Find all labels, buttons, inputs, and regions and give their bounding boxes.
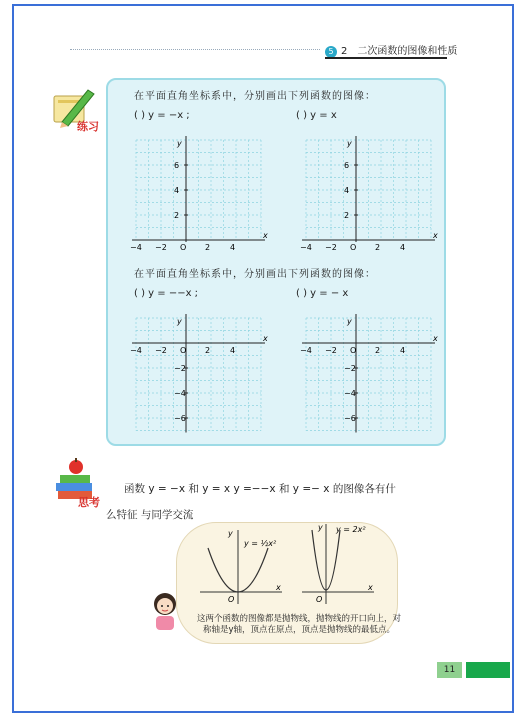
y-tick-label: 6 — [344, 161, 350, 170]
y-tick-label: −6 — [174, 414, 186, 423]
coordinate-grid — [300, 134, 438, 252]
x-tick-label: −4 — [300, 346, 312, 355]
y-axis-label: y — [177, 317, 182, 326]
axis-y-label: y — [228, 529, 233, 538]
x-tick-label: O — [180, 243, 187, 252]
x-tick-label: 4 — [400, 346, 406, 355]
x-tick-label: 2 — [375, 243, 381, 252]
graph2-label: y = 2x² — [336, 525, 366, 534]
x-tick-label: −4 — [300, 243, 312, 252]
x-tick-label: O — [350, 243, 357, 252]
exercise-instruction-1: 在平面直角坐标系中，分别画出下列函数的图像： — [134, 91, 376, 102]
coordinate-grid — [300, 312, 438, 438]
bubble-conclusion-text: 这两个函数的图像都是抛物线，抛物线的开口向上，对称轴是y轴，顶点在原点，顶点是抛物线的最低点。 — [196, 614, 401, 635]
section-number-badge: 5 — [325, 46, 337, 58]
girl-avatar-icon — [147, 588, 183, 632]
y-axis-label: y — [347, 139, 352, 148]
think-label: 思考 — [78, 496, 100, 509]
footer-bar — [466, 662, 510, 678]
y-tick-label: 2 — [344, 211, 350, 220]
y-tick-label: 2 — [174, 211, 180, 220]
think-question — [106, 476, 451, 528]
y-tick-label: −6 — [344, 414, 356, 423]
exercise-item-1a: ( ) y = −x ; — [134, 110, 190, 121]
think-line-1: 函数 y = −x 和 y = x y =−−x 和 y =− x 的图像各有什 — [124, 483, 396, 495]
header-divider — [70, 49, 320, 50]
x-tick-label: 2 — [205, 243, 211, 252]
x-tick-label: 4 — [230, 346, 236, 355]
y-axis-label: y — [177, 139, 182, 148]
y-tick-label: −4 — [174, 389, 186, 398]
origin-label: O — [228, 595, 235, 604]
y-tick-label: 4 — [174, 186, 180, 195]
exercise-item-2a: ( ) y = −−x ; — [134, 288, 199, 299]
x-tick-label: −2 — [155, 243, 167, 252]
parabola-graph-1 — [196, 526, 286, 608]
x-axis-label: x — [263, 334, 268, 343]
exercise-item-1b: ( ) y = x — [296, 110, 337, 121]
x-axis-label: x — [263, 231, 268, 240]
exercise-item-2b: ( ) y = − x — [296, 288, 349, 299]
x-tick-label: 2 — [375, 346, 381, 355]
x-tick-label: O — [350, 346, 357, 355]
x-tick-label: −2 — [325, 346, 337, 355]
x-tick-label: −2 — [155, 346, 167, 355]
x-tick-label: 4 — [400, 243, 406, 252]
x-tick-label: 2 — [205, 346, 211, 355]
section-header — [325, 42, 457, 58]
x-axis-label: x — [433, 334, 438, 343]
y-axis-label: y — [347, 317, 352, 326]
x-tick-label: −4 — [130, 243, 142, 252]
x-tick-label: −2 — [325, 243, 337, 252]
header-underline — [325, 57, 447, 59]
y-tick-label: 4 — [344, 186, 350, 195]
x-tick-label: −4 — [130, 346, 142, 355]
exercise-label: 练习 — [77, 120, 99, 133]
x-axis-label: x — [433, 231, 438, 240]
page-number: 11 — [437, 662, 462, 678]
coordinate-grid — [130, 134, 268, 252]
axis-x-label: x — [368, 583, 373, 592]
y-tick-label: −2 — [344, 364, 356, 373]
coordinate-grid — [130, 312, 268, 438]
y-tick-label: 6 — [174, 161, 180, 170]
axis-y-label: y — [318, 523, 323, 532]
x-tick-label: O — [180, 346, 187, 355]
think-line-2: 么特征 与同学交流 — [106, 509, 194, 521]
origin-label: O — [316, 595, 323, 604]
x-tick-label: 4 — [230, 243, 236, 252]
graph1-label: y = ½x² — [244, 539, 277, 548]
axis-x-label: x — [276, 583, 281, 592]
parabola-graph-2 — [298, 520, 378, 608]
exercise-instruction-2: 在平面直角坐标系中，分别画出下列函数的图像： — [134, 269, 376, 280]
section-title: 2 二次函数的图像和性质 — [341, 46, 458, 57]
y-tick-label: −2 — [174, 364, 186, 373]
y-tick-label: −4 — [344, 389, 356, 398]
